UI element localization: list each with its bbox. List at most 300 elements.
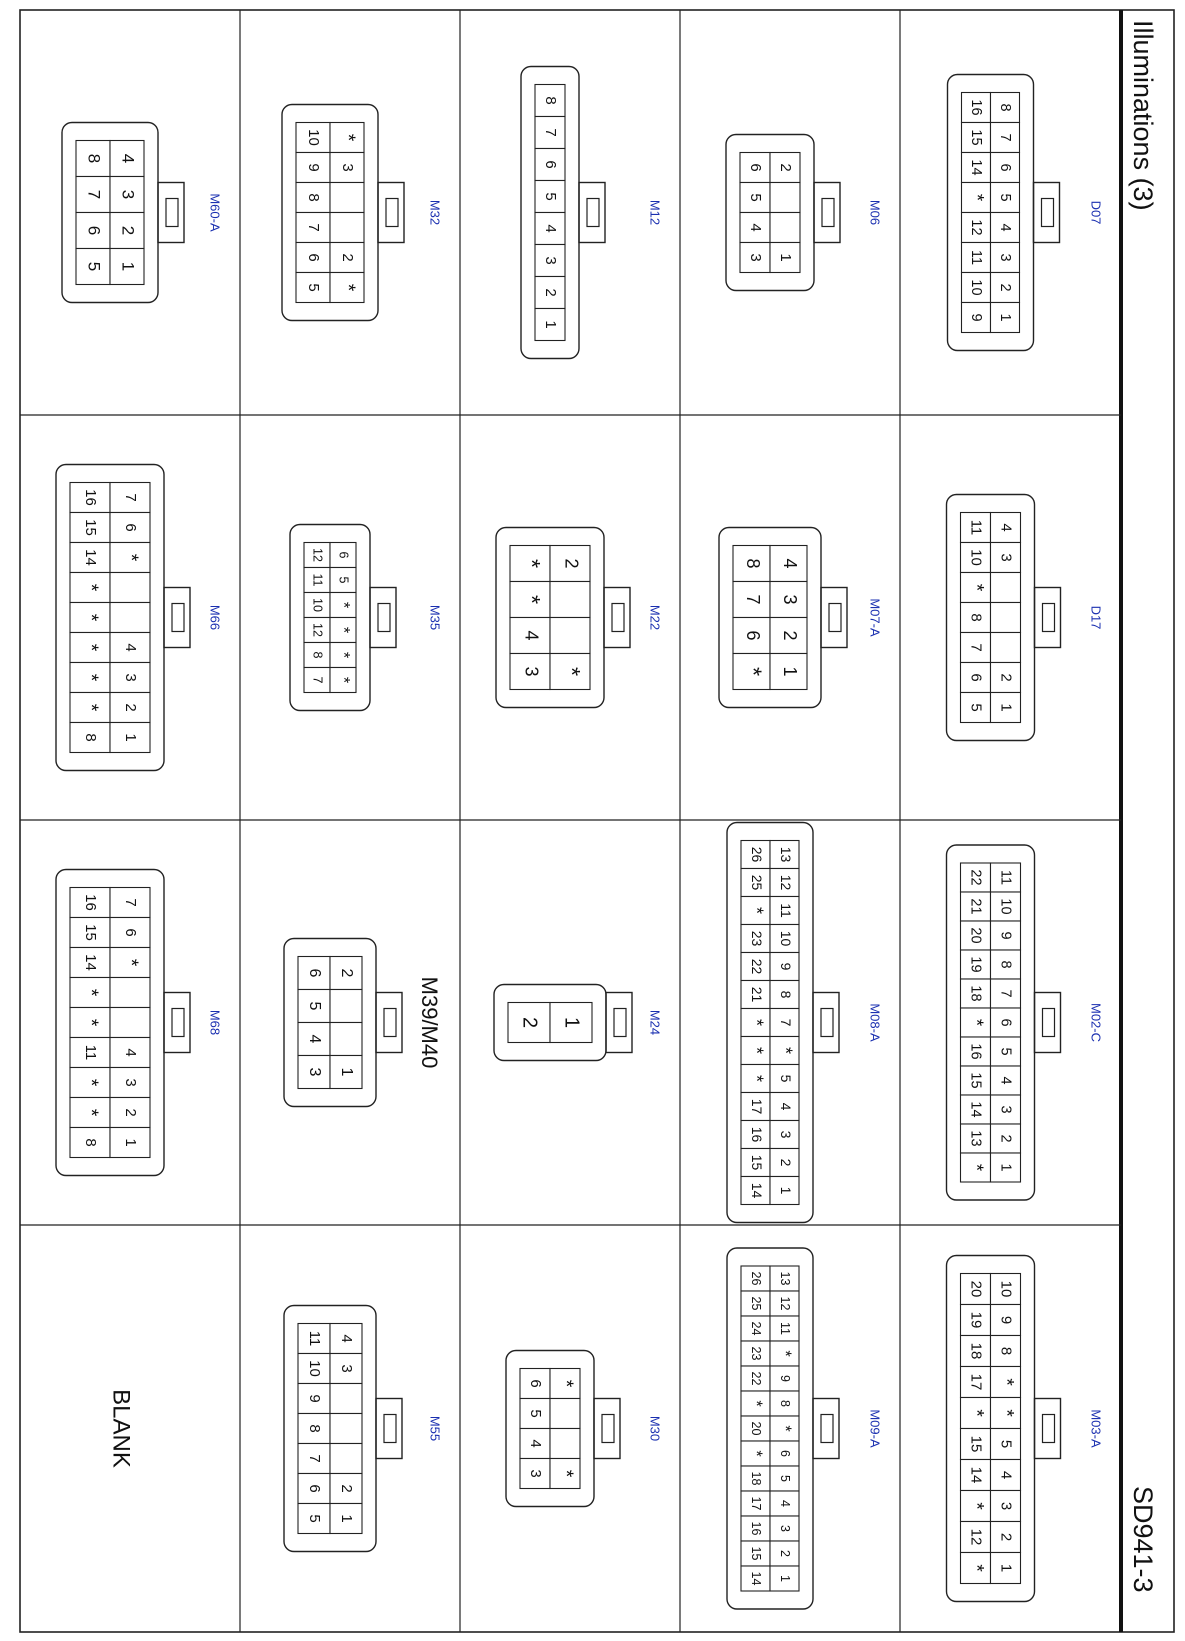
pin-label: * bbox=[965, 1564, 988, 1572]
connector-m07-a bbox=[719, 528, 883, 708]
pin-label: 26 bbox=[749, 1271, 764, 1286]
pin-label: 5 bbox=[967, 703, 985, 712]
pin-label: 2 bbox=[122, 703, 140, 712]
connector-latch bbox=[1035, 588, 1061, 648]
pin-label: 7 bbox=[306, 1454, 324, 1463]
pin-label: * bbox=[119, 553, 142, 562]
pin-label: 8 bbox=[967, 613, 985, 622]
pin-label: 2 bbox=[338, 1484, 356, 1493]
pin-label: * bbox=[746, 1074, 767, 1083]
pin-label: * bbox=[79, 703, 102, 712]
pin-cell bbox=[770, 213, 800, 243]
pin-label: 3 bbox=[122, 673, 140, 682]
pin-label: 6 bbox=[967, 673, 985, 682]
connector-label: M35 bbox=[427, 604, 443, 631]
pin-label: 2 bbox=[518, 1016, 541, 1029]
pin-label: 7 bbox=[997, 133, 1014, 142]
pin-label: 7 bbox=[997, 989, 1014, 998]
pin-label: 1 bbox=[997, 1563, 1015, 1573]
pin-label: 21 bbox=[967, 898, 984, 915]
pin-label: 1 bbox=[997, 313, 1014, 322]
pin-label: 9 bbox=[305, 163, 323, 172]
pin-label: 11 bbox=[777, 903, 794, 918]
pin-label: 3 bbox=[527, 1469, 545, 1478]
pin-label: 22 bbox=[749, 1371, 764, 1386]
connector-latch-tab bbox=[384, 1415, 396, 1443]
connector-latch bbox=[813, 1399, 839, 1459]
connector-latch-tab bbox=[822, 199, 834, 227]
pin-label: * bbox=[79, 1108, 102, 1117]
pin-label: 4 bbox=[305, 1034, 323, 1044]
pin-label: 12 bbox=[967, 1528, 985, 1546]
pin-label: 2 bbox=[118, 225, 138, 236]
pin-label: 5 bbox=[527, 1409, 545, 1418]
pin-label: 26 bbox=[748, 846, 765, 863]
connector-m12 bbox=[521, 67, 663, 359]
pin-cell bbox=[550, 1429, 580, 1459]
pin-label: 1 bbox=[542, 320, 560, 329]
pin-label: 8 bbox=[542, 96, 560, 105]
page-title: Illuminations (3) bbox=[1128, 20, 1158, 211]
pin-label: 15 bbox=[749, 1546, 764, 1561]
pin-label: 7 bbox=[742, 594, 763, 605]
pin-cell bbox=[330, 1444, 362, 1474]
connector-latch-tab bbox=[821, 1009, 833, 1037]
connector-latch-tab bbox=[1042, 199, 1054, 227]
connector-latch bbox=[606, 993, 632, 1053]
pin-label: 16 bbox=[82, 489, 100, 506]
pin-label: 21 bbox=[748, 986, 765, 1003]
pin-label: 10 bbox=[968, 279, 985, 296]
connector-label: M06 bbox=[867, 199, 883, 226]
pin-label: 14 bbox=[748, 1182, 765, 1199]
pin-label: * bbox=[554, 1469, 577, 1478]
connector-latch-tab bbox=[612, 604, 624, 632]
pin-label: 14 bbox=[82, 549, 100, 566]
pin-label: 3 bbox=[997, 1105, 1014, 1114]
pin-label: 5 bbox=[997, 1047, 1014, 1056]
pin-label: 4 bbox=[997, 523, 1015, 532]
pin-label: 15 bbox=[967, 1435, 985, 1453]
pin-label: * bbox=[775, 1046, 796, 1055]
pin-label: 1 bbox=[118, 261, 138, 272]
connector-m06 bbox=[726, 135, 883, 291]
pin-cell bbox=[330, 1414, 362, 1444]
pin-label: 2 bbox=[779, 630, 800, 641]
pin-label: 7 bbox=[310, 676, 325, 684]
pin-label: 6 bbox=[997, 163, 1014, 172]
pin-label: 3 bbox=[777, 1130, 794, 1139]
pin-label: * bbox=[965, 583, 988, 592]
pin-label: 23 bbox=[748, 930, 765, 947]
pin-label: * bbox=[747, 1400, 766, 1407]
pin-label: 5 bbox=[997, 1439, 1015, 1449]
pin-label: 12 bbox=[777, 874, 794, 891]
pin-label: 16 bbox=[748, 1126, 765, 1143]
pin-label: 16 bbox=[968, 99, 985, 116]
pin-label: * bbox=[336, 283, 359, 292]
pin-label: 8 bbox=[997, 103, 1014, 112]
pin-label: 8 bbox=[777, 990, 794, 999]
pin-label: 8 bbox=[742, 558, 763, 569]
connector-m22 bbox=[496, 528, 663, 708]
pin-label: 11 bbox=[778, 1322, 793, 1335]
pin-label: 1 bbox=[337, 1067, 355, 1077]
pin-label: * bbox=[558, 666, 585, 677]
pin-label: 11 bbox=[82, 1044, 100, 1061]
pin-label: 2 bbox=[777, 1158, 794, 1167]
pin-label: 1 bbox=[997, 1163, 1014, 1172]
connector-latch bbox=[821, 588, 847, 648]
pin-label: 3 bbox=[997, 253, 1014, 262]
pin-label: 9 bbox=[777, 962, 794, 971]
connector-label: M22 bbox=[647, 604, 663, 631]
pin-label: 9 bbox=[968, 313, 985, 322]
pin-label: * bbox=[518, 558, 545, 569]
connector-label: M30 bbox=[647, 1415, 663, 1442]
connector-m66 bbox=[56, 465, 223, 771]
pin-label: 7 bbox=[84, 189, 104, 200]
pin-label: 2 bbox=[997, 673, 1015, 682]
pin-label: 16 bbox=[967, 1043, 984, 1060]
pin-label: 5 bbox=[306, 1514, 324, 1523]
pin-cell bbox=[330, 990, 362, 1023]
pin-label: 18 bbox=[967, 1342, 985, 1360]
pin-label: * bbox=[518, 594, 545, 605]
pin-label: * bbox=[79, 673, 102, 682]
pin-cell bbox=[550, 1399, 580, 1429]
pin-label: 25 bbox=[748, 874, 765, 891]
connector-m60-a bbox=[62, 123, 223, 303]
pin-label: 6 bbox=[997, 1018, 1014, 1027]
pin-label: 1 bbox=[560, 1016, 583, 1029]
pin-label: 12 bbox=[310, 623, 325, 637]
pin-label: 14 bbox=[749, 1571, 764, 1586]
connector-latch bbox=[1034, 183, 1060, 243]
connector-m08-a bbox=[727, 823, 883, 1223]
pin-label: 15 bbox=[82, 924, 100, 941]
connector-latch-tab bbox=[172, 604, 184, 632]
pin-label: 8 bbox=[306, 1424, 324, 1433]
pin-label: 14 bbox=[968, 159, 985, 176]
pin-label: 3 bbox=[747, 253, 765, 262]
pin-label: 14 bbox=[82, 954, 100, 971]
pin-label: 2 bbox=[997, 1134, 1014, 1143]
connector-label: D17 bbox=[1088, 605, 1104, 630]
connector-latch-tab bbox=[166, 199, 178, 227]
pin-label: 20 bbox=[967, 1280, 985, 1298]
connector-latch bbox=[164, 588, 190, 648]
connector-label: M55 bbox=[427, 1415, 443, 1442]
pin-label: 14 bbox=[967, 1101, 984, 1118]
pin-label: * bbox=[776, 1425, 795, 1432]
connector-latch-tab bbox=[587, 199, 599, 227]
connector-label: M68 bbox=[207, 1009, 223, 1036]
pin-label: 7 bbox=[305, 223, 323, 232]
pin-label: 4 bbox=[521, 630, 542, 641]
pin-label: 8 bbox=[310, 651, 325, 659]
pin-label: 13 bbox=[777, 846, 794, 863]
pin-label: 8 bbox=[778, 1400, 793, 1407]
connector-latch bbox=[376, 993, 402, 1053]
pin-label: 7 bbox=[122, 898, 140, 907]
pin-label: * bbox=[79, 643, 102, 652]
pin-label: * bbox=[740, 666, 767, 677]
pin-label: * bbox=[746, 1046, 767, 1055]
connector-label: M08-A bbox=[867, 1003, 883, 1042]
connector-latch-tab bbox=[614, 1009, 626, 1037]
connector-label: M12 bbox=[647, 199, 663, 226]
pin-label: 6 bbox=[305, 968, 323, 978]
pin-cell bbox=[110, 603, 150, 633]
pin-label: 5 bbox=[777, 1074, 794, 1083]
pin-label: 3 bbox=[778, 1525, 793, 1532]
pin-label: 8 bbox=[82, 1138, 100, 1147]
pin-label: 20 bbox=[749, 1421, 764, 1436]
pin-label: 5 bbox=[747, 193, 765, 202]
pin-label: * bbox=[554, 1379, 577, 1388]
pin-label: 6 bbox=[336, 551, 351, 559]
pin-label: 6 bbox=[122, 523, 140, 532]
pin-label: 15 bbox=[748, 1154, 765, 1171]
connector-m09-a bbox=[727, 1248, 883, 1609]
pin-label: 17 bbox=[748, 1098, 765, 1115]
pin-label: 8 bbox=[997, 960, 1014, 969]
pin-label: 18 bbox=[749, 1471, 764, 1486]
pin-label: * bbox=[336, 133, 359, 142]
pin-label: 17 bbox=[749, 1496, 764, 1511]
pin-label: 4 bbox=[778, 1500, 793, 1507]
pin-label: * bbox=[965, 1502, 988, 1510]
pin-label: 11 bbox=[997, 869, 1014, 886]
pin-label: 5 bbox=[336, 576, 351, 584]
connector-latch-tab bbox=[1043, 1415, 1055, 1443]
pin-label: * bbox=[79, 1018, 102, 1027]
pin-label: 15 bbox=[968, 129, 985, 146]
pin-cell bbox=[330, 213, 364, 243]
pin-label: 7 bbox=[122, 493, 140, 502]
pin-label: 3 bbox=[521, 666, 542, 677]
pin-label: 4 bbox=[338, 1334, 356, 1343]
connector-latch bbox=[814, 183, 840, 243]
pin-label: 5 bbox=[305, 1001, 323, 1011]
pin-label: 7 bbox=[777, 1018, 794, 1027]
pin-label: * bbox=[965, 1409, 988, 1417]
pin-label: 1 bbox=[779, 666, 800, 677]
pin-label: 2 bbox=[122, 1108, 140, 1117]
connector-m03-a bbox=[947, 1256, 1104, 1602]
pin-label: 16 bbox=[82, 894, 100, 911]
connector-latch-tab bbox=[384, 1009, 396, 1037]
pin-label: 4 bbox=[118, 153, 138, 164]
pin-label: 2 bbox=[561, 558, 582, 569]
connector-m39-m40 bbox=[284, 939, 442, 1107]
pin-label: 4 bbox=[122, 643, 140, 652]
pin-cell bbox=[110, 978, 150, 1008]
pin-cell bbox=[991, 573, 1021, 603]
connector-latch bbox=[158, 183, 184, 243]
pin-label: 19 bbox=[967, 956, 984, 973]
pin-label: 22 bbox=[967, 869, 984, 886]
pin-label: 10 bbox=[305, 129, 323, 146]
pin-label: * bbox=[747, 1450, 766, 1457]
connector-latch bbox=[813, 993, 839, 1053]
connector-latch-tab bbox=[1043, 1009, 1055, 1037]
pin-label: 3 bbox=[305, 1067, 323, 1077]
pin-label: 4 bbox=[997, 1470, 1015, 1480]
connector-latch bbox=[604, 588, 630, 648]
pin-label: * bbox=[995, 1409, 1018, 1417]
pin-label: 7 bbox=[967, 643, 985, 652]
pin-label: 12 bbox=[310, 548, 325, 562]
connector-latch-tab bbox=[172, 1009, 184, 1037]
connector-latch bbox=[1035, 993, 1061, 1053]
connector-latch bbox=[378, 183, 404, 243]
pin-label: 4 bbox=[542, 224, 560, 233]
pin-label: 13 bbox=[967, 1130, 984, 1147]
connector-latch-tab bbox=[378, 604, 390, 632]
pin-cell bbox=[991, 603, 1021, 633]
pin-label: 5 bbox=[778, 1475, 793, 1482]
pin-cell bbox=[550, 618, 590, 654]
pin-label: 20 bbox=[967, 927, 984, 944]
pin-label: 9 bbox=[997, 1315, 1015, 1325]
pin-label: 8 bbox=[82, 733, 100, 742]
connector-latch-tab bbox=[386, 199, 398, 227]
page-code: SD941-3 bbox=[1128, 1486, 1158, 1593]
pin-label: 3 bbox=[542, 256, 560, 265]
pin-label: 3 bbox=[997, 553, 1015, 562]
connector-label: M03-A bbox=[1088, 1409, 1104, 1448]
pin-label: 24 bbox=[749, 1321, 764, 1336]
pin-label: 17 bbox=[967, 1373, 985, 1391]
pin-label: 10 bbox=[306, 1360, 324, 1377]
pin-label: 14 bbox=[967, 1466, 985, 1484]
connector-label: D07 bbox=[1088, 200, 1104, 225]
pin-label: 3 bbox=[339, 163, 357, 172]
pin-label: 11 bbox=[967, 519, 985, 536]
pin-label: 6 bbox=[84, 225, 104, 236]
pin-label: 1 bbox=[122, 733, 140, 742]
pin-label: 2 bbox=[778, 1550, 793, 1557]
pin-label: 25 bbox=[749, 1296, 764, 1311]
pin-label: 9 bbox=[997, 931, 1014, 940]
pin-label: * bbox=[79, 988, 102, 997]
connector-latch bbox=[370, 588, 396, 648]
pin-label: 11 bbox=[310, 573, 325, 587]
pin-label: 2 bbox=[997, 283, 1014, 292]
pin-label: 3 bbox=[122, 1078, 140, 1087]
pin-label: 16 bbox=[749, 1521, 764, 1536]
connector-m30 bbox=[506, 1351, 663, 1507]
pin-label: 4 bbox=[777, 1102, 794, 1111]
connector-latch bbox=[1035, 1399, 1061, 1459]
pin-label: 3 bbox=[997, 1501, 1015, 1511]
pin-label: 8 bbox=[997, 1346, 1015, 1356]
pin-label: 6 bbox=[742, 630, 763, 641]
pin-label: * bbox=[79, 1078, 102, 1087]
pin-label: 6 bbox=[305, 253, 323, 262]
pin-label: * bbox=[79, 583, 102, 592]
pin-label: 1 bbox=[997, 703, 1015, 712]
connector-latch bbox=[376, 1399, 402, 1459]
connector-label: M39/M40 bbox=[417, 976, 443, 1069]
pin-label: * bbox=[966, 193, 987, 202]
pin-cell bbox=[330, 1384, 362, 1414]
pin-label: 8 bbox=[84, 153, 104, 164]
pin-label: * bbox=[746, 906, 767, 915]
pin-label: * bbox=[965, 1163, 987, 1172]
pin-label: 6 bbox=[306, 1484, 324, 1493]
pin-label: 4 bbox=[779, 558, 800, 569]
pin-label: 4 bbox=[997, 223, 1014, 232]
connector-latch-tab bbox=[821, 1415, 833, 1443]
connector-m02-c bbox=[947, 845, 1104, 1200]
connector-latch bbox=[594, 1399, 620, 1459]
pin-label: * bbox=[119, 958, 142, 967]
pin-label: 11 bbox=[306, 1330, 324, 1347]
pin-label: 8 bbox=[305, 193, 323, 202]
connector-label: M66 bbox=[207, 604, 223, 631]
pin-label: * bbox=[79, 613, 102, 622]
pin-label: 10 bbox=[997, 1280, 1015, 1298]
pin-label: 2 bbox=[339, 253, 357, 262]
pin-label: 6 bbox=[527, 1379, 545, 1388]
pin-label: 1 bbox=[338, 1514, 356, 1523]
connector-latch bbox=[579, 183, 605, 243]
pin-cell bbox=[991, 633, 1021, 663]
pin-label: * bbox=[334, 626, 353, 634]
pin-label: 1 bbox=[778, 1575, 793, 1582]
pin-label: 1 bbox=[777, 253, 795, 262]
pin-label: 9 bbox=[306, 1394, 324, 1403]
pin-cell bbox=[770, 183, 800, 213]
pin-label: 1 bbox=[777, 1186, 794, 1195]
connector-label: M32 bbox=[427, 199, 443, 226]
pin-label: * bbox=[746, 1018, 767, 1027]
connector-label: M07-A bbox=[867, 598, 883, 637]
connector-m68 bbox=[56, 870, 223, 1176]
pin-label: 12 bbox=[968, 219, 985, 236]
blank-cell-label: BLANK bbox=[107, 1389, 135, 1468]
pin-label: 13 bbox=[778, 1271, 793, 1286]
pin-label: 6 bbox=[542, 160, 560, 169]
pin-cell bbox=[330, 183, 364, 213]
pin-label: 4 bbox=[527, 1439, 545, 1448]
pin-label: 10 bbox=[967, 549, 985, 566]
connector-latch-tab bbox=[1043, 604, 1055, 632]
pin-label: 5 bbox=[305, 283, 323, 292]
pin-label: 2 bbox=[542, 288, 560, 297]
pin-label: 7 bbox=[542, 128, 560, 137]
pin-label: 3 bbox=[118, 189, 138, 200]
connector-m32 bbox=[282, 105, 443, 321]
pin-label: 5 bbox=[997, 193, 1014, 202]
pin-label: 6 bbox=[778, 1450, 793, 1457]
pin-label: * bbox=[334, 601, 353, 609]
pin-label: * bbox=[965, 1018, 987, 1027]
pin-label: 22 bbox=[748, 958, 765, 975]
pin-label: 1 bbox=[122, 1138, 140, 1147]
pin-label: 3 bbox=[338, 1364, 356, 1373]
connector-latch-tab bbox=[829, 604, 841, 632]
connector-latch-tab bbox=[602, 1415, 614, 1443]
pin-cell bbox=[330, 1023, 362, 1056]
pin-label: 5 bbox=[84, 261, 104, 272]
pin-label: 6 bbox=[122, 928, 140, 937]
connector-label: M09-A bbox=[867, 1409, 883, 1448]
connector-m35 bbox=[290, 525, 443, 711]
